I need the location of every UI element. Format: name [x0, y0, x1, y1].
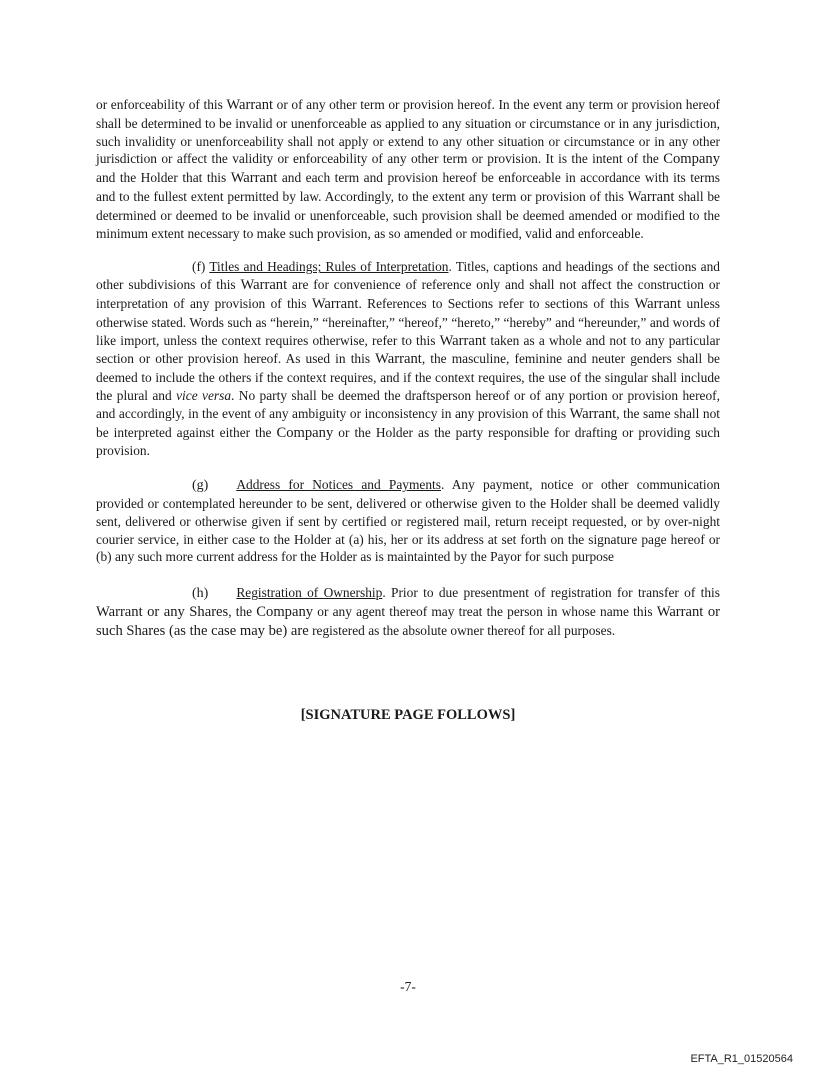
text-run: . Prior to due presentment of registration for transfer of this: [382, 585, 720, 601]
text-run: . No party shall be deemed the draftsperson hereof or of any portion or provision hereof, and accordingly, in the event of any ambiguity or inconsistency in any provision of this: [96, 387, 720, 421]
text-run: Warrant: [627, 188, 675, 205]
text-run: shall be determined or deemed to be invalid or unenforceable, such provision shall be deemed amended or modified to the minimum extent necessary to make such provision, as so amended or modified, valid and enforceable.: [96, 188, 720, 241]
text-run: . Titles, captions and headings of the sections and other subdivisions of this: [96, 259, 720, 293]
section-g-paragraph: [96, 476, 720, 566]
text-run: Company: [256, 603, 314, 620]
section-label: (f): [192, 259, 206, 275]
section-label: (h): [192, 586, 209, 602]
section-h-paragraph: [96, 584, 720, 640]
text-run: Warrant: [569, 405, 617, 422]
section-title: Titles and Headings; Rules of Interpretation: [209, 259, 449, 275]
text-run: are for convenience of reference only and shall not affect the construction or interpretation of any provision of this: [96, 277, 720, 311]
text-run: Warrant: [311, 295, 359, 312]
text-run: or enforceability of this: [96, 97, 227, 112]
text-run: and each term and provision hereof be enforceable in accordance with its terms and to the fullest extent permitted by law. Accordingly, to the extent any term or provision of this: [96, 170, 720, 204]
text-run: Company: [663, 151, 720, 168]
text-run: , the masculine, feminine and neuter genders shall be deemed to include the others if the context requires, and if the context requires, the use of the singular shall include the plural and: [96, 351, 720, 403]
signature-page-heading: [SIGNATURE PAGE FOLLOWS]: [300, 707, 516, 723]
text-run: Warrant: [226, 97, 274, 113]
text-run: registered as the absolute owner thereof for all purposes.: [308, 622, 616, 638]
text-run: Warrant: [230, 170, 278, 187]
section-label: (g): [192, 478, 209, 494]
text-run: Warrant: [439, 332, 487, 349]
text-run: . References to Sections refer to sections of this: [358, 295, 635, 311]
text-run: or the Holder as the party responsible for drafting or providing such provision.: [96, 424, 720, 459]
document-id: EFTA_R1_01520564: [690, 1053, 793, 1065]
section-title: Address for Notices and Payments: [236, 477, 441, 493]
text-run: . Any payment, notice or other communication provided or contemplated hereunder to be sent, delivered or otherwise given to the Holder shall be deemed validly sent, delivered or otherwise given if sent by certified or registered mail, return receipt requested, or by over-night courier service, in either case to the Holder at (a) his, her or its address at set forth on the signature page hereof or (b) any such more current address for the Holder as is maintainted by the Payor for such purpose: [96, 477, 721, 565]
text-run: Warrant: [634, 295, 682, 312]
text-run: vice versa: [176, 387, 232, 403]
section-f-paragraph: [96, 258, 720, 460]
text-run: taken as a whole and not to any particular section or other provision hereof. As used in this: [96, 332, 720, 367]
paragraph-enforceability: [96, 96, 720, 242]
page-number: -7-: [400, 979, 416, 994]
text-run: unless otherwise stated. Words such as “herein,” “hereinafter,” “hereof,” “hereto,” “hereby” and “hereunder,” and words of like import, unless the context requires otherwise, refer to this: [96, 295, 720, 348]
text-run: Warrant: [240, 277, 288, 294]
text-run: and the Holder that this: [96, 170, 231, 186]
section-title: Registration of Ownership: [236, 585, 383, 601]
document-body: [96, 96, 720, 641]
text-run: or any agent thereof may treat the person in whose name this: [313, 603, 657, 619]
text-run: Company: [276, 424, 334, 441]
text-run: Warrant or such Shares (as the case may be) are: [96, 603, 720, 639]
text-run: Warrant: [375, 351, 422, 368]
text-run: or of any other term or provision hereof. In the event any term or provision hereof shall be determined to be invalid or unenforceable as applied to any situation or circumstance or in any jurisdiction, such invalidity or unenforceability shall not apply or extend to any other situation or circumstance or in any other jurisdiction or affect the validity or enforceability of any other term or provision. It is the intent of the: [96, 97, 720, 167]
text-run: Warrant or any Shares: [96, 603, 229, 620]
text-run: , the: [228, 603, 257, 619]
text-run: , the same shall not be interpreted against either the: [96, 405, 721, 440]
